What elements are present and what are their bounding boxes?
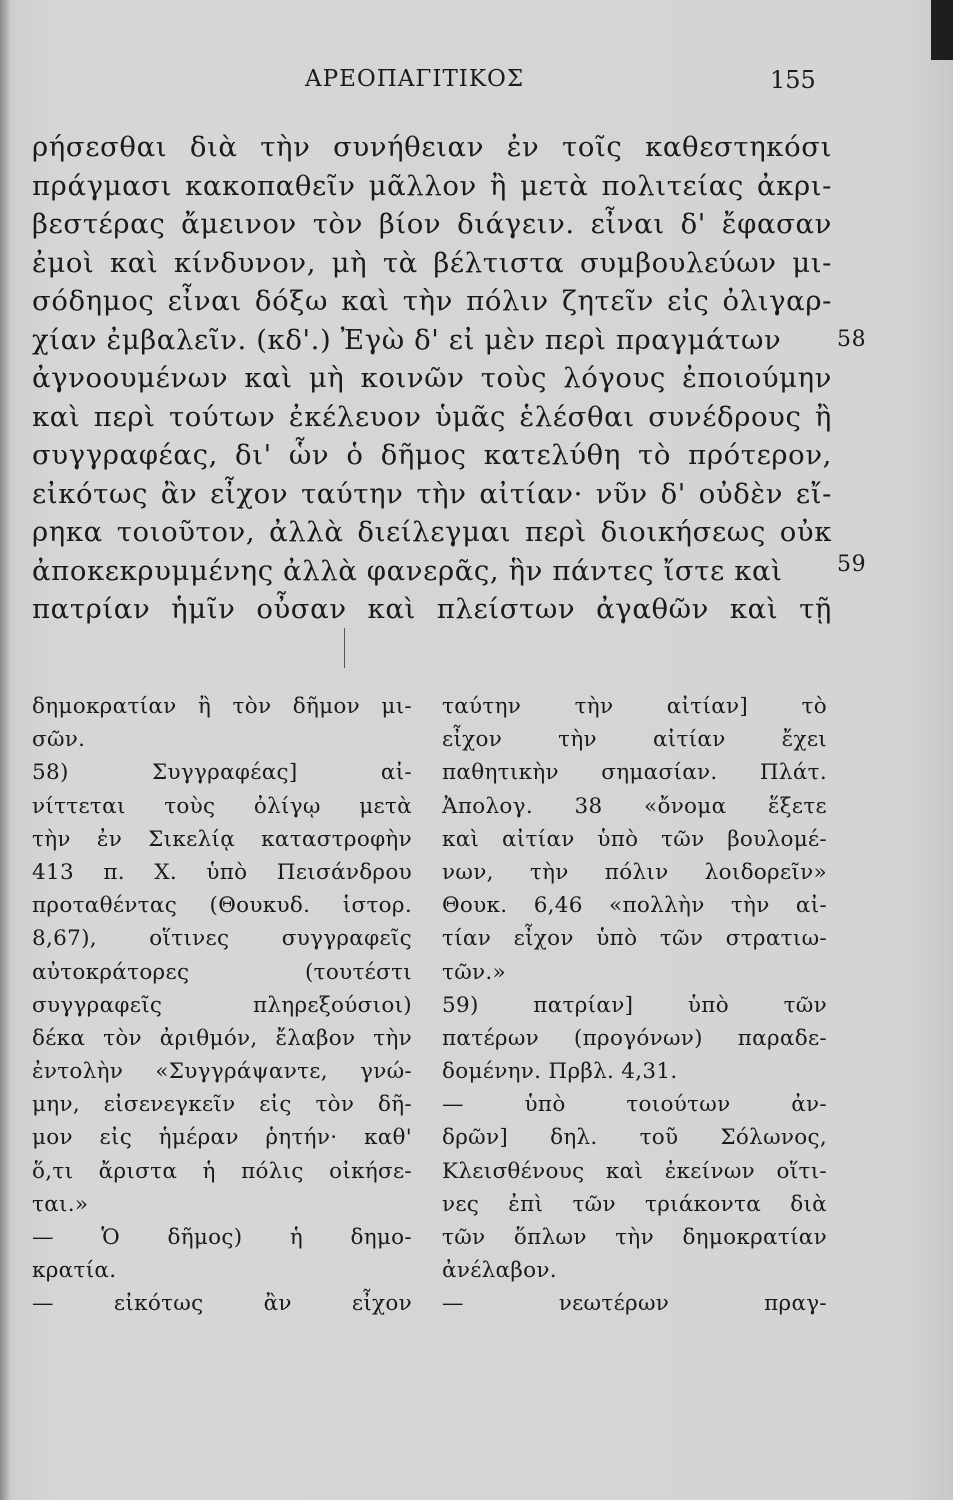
note-line: σῶν. <box>32 727 86 753</box>
text-line: πατρίαν ἡμῖν οὖσαν καὶ πλείστων ἀγαθῶν καὶ τῇ <box>32 593 832 625</box>
note-line: Θουκ. 6,46 «πολλὴν τὴν αἰ- <box>442 893 827 919</box>
note-line: νες ἐπὶ τῶν τριάκοντα διὰ <box>442 1191 827 1217</box>
text-line: πράγμασι κακοπαθεῖν μᾶλλον ἢ μετὰ πολιτείας ἀκρι- <box>32 169 832 202</box>
marginal-number-59: 59 <box>837 551 867 577</box>
note-line: δρῶν] δηλ. τοῦ Σόλωνος, <box>442 1125 827 1151</box>
note-line: καὶ αἰτίαν ὑπὸ τῶν βουλομέ- <box>442 826 827 852</box>
note-line: νίττεται τοὺς ὀλίγῳ μετὰ <box>32 793 412 819</box>
text-line: καὶ περὶ τούτων ἐκέλευον ὑμᾶς ἑλέσθαι συνέδρους ἢ <box>32 400 832 433</box>
page-header <box>0 66 953 98</box>
note-line: δέκα τὸν ἀριθμόν, ἔλαβον τὴν <box>32 1025 412 1051</box>
note-line: ὅ,τι ἄριστα ἡ πόλις οἰκήσε- <box>32 1158 412 1184</box>
note-line: ταύτην τὴν αἰτίαν] τὸ <box>442 694 827 719</box>
note-line: — ὑπὸ τοιούτων ἀν- <box>442 1092 827 1118</box>
text-line: εἰκότως ἂν εἶχον ταύτην τὴν αἰτίαν· νῦν δ' οὐδὲν εἴ- <box>32 477 832 510</box>
note-line: δομένην. Πρβλ. 4,31. <box>442 1059 678 1085</box>
note-line: δημοκρατίαν ἢ τὸν δῆμον μι- <box>32 694 412 719</box>
note-line: τὴν ἐν Σικελίᾳ καταστροφὴν <box>32 826 412 852</box>
column-divider <box>344 628 345 668</box>
note-line: — εἰκότως ἂν εἶχον <box>32 1291 412 1317</box>
text-line: ρήσεσθαι διὰ τὴν συνήθειαν ἐν τοῖς καθεστηκόσι <box>32 131 832 163</box>
note-line: 413 π. Χ. ὑπὸ Πεισάνδρου <box>32 859 412 885</box>
running-title: ΑΡΕΟΠΑΓΙΤΙΚΟΣ <box>305 66 525 92</box>
main-text <box>32 128 867 629</box>
notes-left-column <box>32 690 412 1321</box>
note-line: αὐτοκράτορες (τουτέστι <box>32 959 412 985</box>
dark-corner <box>931 0 953 60</box>
text-line: χίαν ἐμβαλεῖν. (κδ'.) Ἐγὼ δ' εἰ μὲν περὶ πραγμάτων <box>32 323 782 356</box>
note-line: τῶν ὅπλων τὴν δημοκρατίαν <box>442 1225 827 1250</box>
note-line: μην, εἰσενεγκεῖν εἰς τὸν δῆ- <box>32 1092 412 1118</box>
note-line: 58) Συγγραφέας] αἰ- <box>32 760 412 786</box>
text-line: ἐμοὶ καὶ κίνδυνον, μὴ τὰ βέλτιστα συμβουλεύων μι- <box>32 246 832 279</box>
text-line: συγγραφέας, δι' ὧν ὁ δῆμος κατελύθη τὸ πρότερον, <box>32 439 832 471</box>
marginal-number-58: 58 <box>837 326 867 352</box>
note-line: πατέρων (προγόνων) παραδε- <box>442 1025 827 1051</box>
note-line: εἶχον τὴν αἰτίαν ἔχει <box>442 727 827 753</box>
note-line: 8,67), οἵτινες συγγραφεῖς <box>32 926 412 952</box>
text-line: ἀποκεκρυμμένης ἀλλὰ φανερᾶς, ἣν πάντες ἴστε καὶ <box>32 554 783 587</box>
note-line: — νεωτέρων πραγ- <box>442 1291 827 1317</box>
spine-shadow <box>0 0 10 1500</box>
note-line: Ἀπολογ. 38 «ὄνομα ἕξετε <box>442 793 827 819</box>
note-line: προταθέντας (Θουκυδ. ἱστορ. <box>32 893 412 919</box>
text-line: ρηκα τοιοῦτον, ἀλλὰ διείλεγμαι περὶ διοικήσεως οὐκ <box>32 516 832 548</box>
text-line: σόδημος εἶναι δόξω καὶ τὴν πόλιν ζητεῖν εἰς ὀλιγαρ- <box>32 285 832 317</box>
text-line: ἀγνοουμένων καὶ μὴ κοινῶν τοὺς λόγους ἐποιούμην <box>32 362 832 394</box>
text-line: βεστέρας ἄμεινον τὸν βίον διάγειν. εἶναι δ' ἔφασαν <box>32 208 832 240</box>
page-number: 155 <box>770 66 816 94</box>
note-line: τίαν εἶχον ὑπὸ τῶν στρατιω- <box>442 926 827 952</box>
text-line-with-marginal <box>32 551 867 591</box>
note-line: κρατία. <box>32 1258 117 1284</box>
note-line: τῶν.» <box>442 959 506 985</box>
note-line: — Ὁ δῆμος) ἡ δημο- <box>32 1225 412 1250</box>
note-line: 59) πατρίαν] ὑπὸ τῶν <box>442 992 827 1018</box>
note-line: μον εἰς ἡμέραν ῥητήν· καθ' <box>32 1125 412 1151</box>
notes-right-column <box>442 690 827 1321</box>
note-line: Κλεισθένους καὶ ἐκείνων οἵτι- <box>442 1158 827 1184</box>
note-line: ται.» <box>32 1191 89 1217</box>
note-line: νων, τὴν πόλιν λοιδορεῖν» <box>442 859 827 885</box>
note-line: ἀνέλαβον. <box>442 1258 557 1284</box>
text-line-with-marginal <box>32 321 867 360</box>
note-line: ἐντολὴν «Συγγράψαντε, γνώ- <box>32 1059 412 1085</box>
note-line: παθητικὴν σημασίαν. Πλάτ. <box>442 760 827 786</box>
note-line: συγγραφεῖς πληρεξούσιοι) <box>32 992 412 1018</box>
